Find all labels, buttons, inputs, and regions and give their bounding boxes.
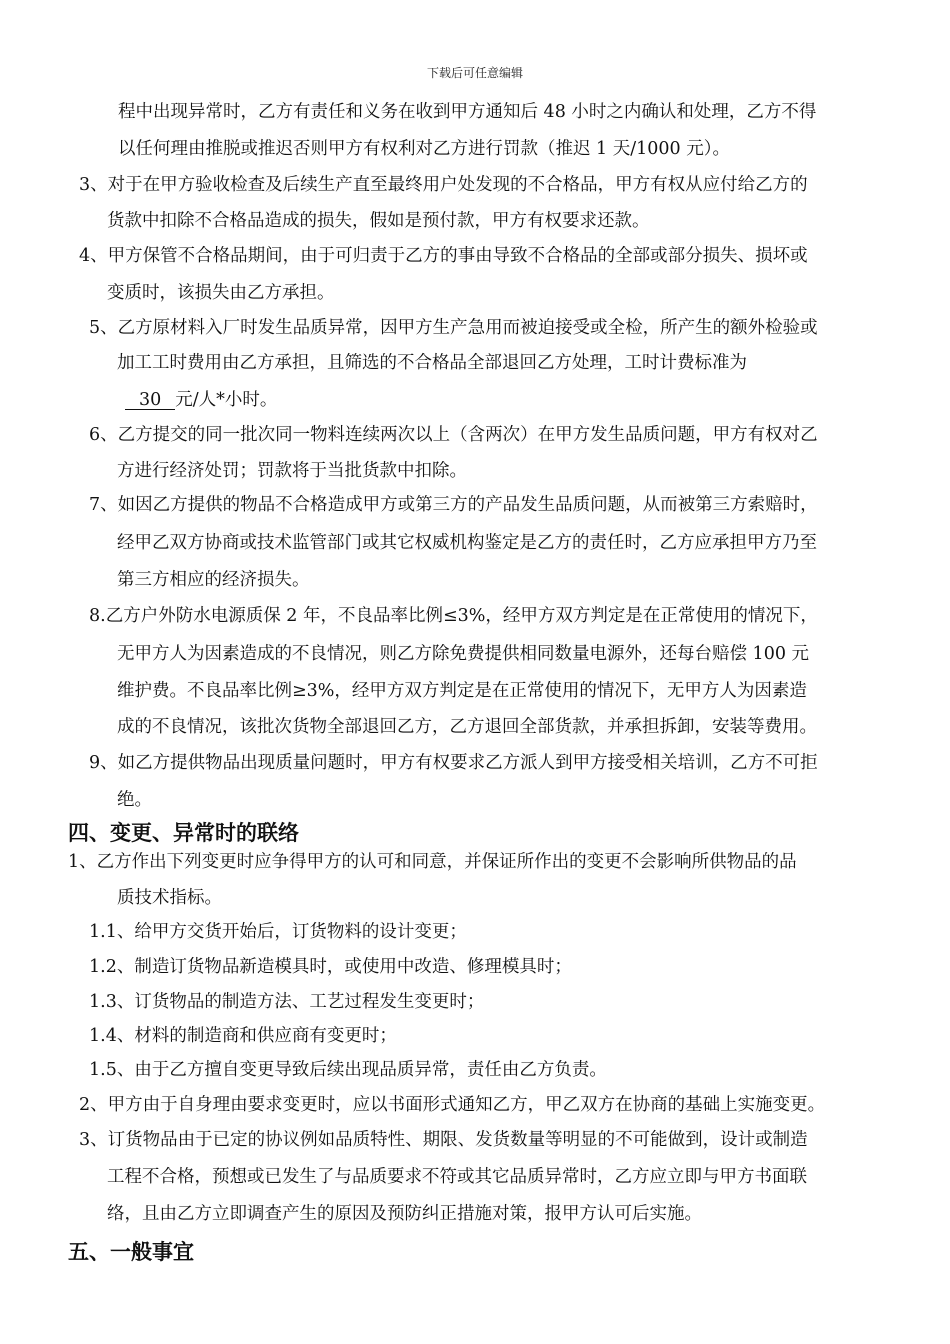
list-item-3: 3、对于在甲方验收检查及后续生产直至最终用户处发现的不合格品，甲方有权从应付给乙方的 bbox=[79, 175, 808, 195]
rate-unit: 元/人*小时。 bbox=[175, 390, 278, 410]
list-item-3-cont: 络，且由乙方立即调查产生的原因及预防纠正措施对策，报甲方认可后实施。 bbox=[107, 1204, 702, 1224]
list-item-8-cont: 无甲方人为因素造成的不良情况，则乙方除免费提供相同数量电源外，还每台赔偿 100 元 bbox=[117, 644, 810, 664]
list-item-5-cont: 加工工时费用由乙方承担，且筛选的不合格品全部退回乙方处理，工时计费标准为 bbox=[117, 353, 747, 373]
sub-item-1-4: 1.4、材料的制造商和供应商有变更时； bbox=[89, 1026, 397, 1046]
section-heading-5: 五、一般事宜 bbox=[68, 1239, 194, 1264]
list-item-8-cont: 成的不良情况，该批次货物全部退回乙方，乙方退回全部货款，并承担拆卸，安装等费用。 bbox=[117, 717, 817, 737]
list-item-6-cont: 方进行经济处罚；罚款将于当批货款中扣除。 bbox=[117, 461, 467, 481]
list-item-8: 8.乙方户外防水电源质保 2 年，不良品率比例≤3%，经甲方双方判定是在正常使用的情况下， bbox=[89, 606, 818, 626]
list-item-7-cont: 第三方相应的经济损失。 bbox=[117, 570, 310, 590]
list-item-3-cont: 货款中扣除不合格品造成的损失，假如是预付款，甲方有权要求还款。 bbox=[107, 211, 650, 231]
list-item-9: 9、如乙方提供物品出现质量问题时，甲方有权要求乙方派人到甲方接受相关培训，乙方不可拒 bbox=[89, 753, 818, 773]
list-item-4: 4、甲方保管不合格品期间，由于可归责于乙方的事由导致不合格品的全部或部分损失、损坏或 bbox=[79, 246, 808, 266]
list-item-1-cont: 质技术指标。 bbox=[117, 888, 222, 908]
para-line: 以任何理由推脱或推迟否则甲方有权利对乙方进行罚款（推迟 1 天/1000 元）。 bbox=[118, 139, 731, 159]
list-item-5: 5、乙方原材料入厂时发生品质异常，因甲方生产急用而被迫接受或全检，所产生的额外检验或 bbox=[89, 318, 818, 338]
list-item-4-cont: 变质时，该损失由乙方承担。 bbox=[107, 283, 335, 303]
rate-blank: 30 bbox=[125, 391, 175, 410]
list-item-9-cont: 绝。 bbox=[117, 790, 152, 810]
sub-item-1-5: 1.5、由于乙方擅自变更导致后续出现品质异常，责任由乙方负责。 bbox=[89, 1060, 607, 1080]
list-item-3-cont: 工程不合格，预想或已发生了与品质要求不符或其它品质异常时，乙方应立即与甲方书面联 bbox=[107, 1167, 807, 1187]
list-item-3: 3、订货物品由于已定的协议例如品质特性、期限、发货数量等明显的不可能做到，设计或制造 bbox=[79, 1130, 808, 1150]
page-header-note: 下载后可任意编辑 bbox=[426, 66, 523, 80]
list-item-6: 6、乙方提交的同一批次同一物料连续两次以上（含两次）在甲方发生品质问题，甲方有权对乙 bbox=[89, 425, 818, 445]
sub-item-1-2: 1.2、制造订货物品新造模具时，或使用中改造、修理模具时； bbox=[89, 957, 572, 977]
para-line: 程中出现异常时，乙方有责任和义务在收到甲方通知后 48 小时之内确认和处理，乙方不得 bbox=[118, 102, 817, 122]
list-item-2: 2、甲方由于自身理由要求变更时，应以书面形式通知乙方，甲乙双方在协商的基础上实施变更。 bbox=[79, 1095, 826, 1115]
list-item-1: 1、乙方作出下列变更时应争得甲方的认可和同意，并保证所作出的变更不会影响所供物品的品 bbox=[68, 852, 797, 872]
sub-item-1-1: 1.1、给甲方交货开始后，订货物料的设计变更； bbox=[89, 922, 467, 942]
sub-item-1-3: 1.3、订货物品的制造方法、工艺过程发生变更时； bbox=[89, 992, 485, 1012]
section-heading-4: 四、变更、异常时的联络 bbox=[68, 820, 299, 845]
list-item-7: 7、如因乙方提供的物品不合格造成甲方或第三方的产品发生品质问题，从而被第三方索赔时， bbox=[89, 495, 818, 515]
list-item-8-cont: 维护费。不良品率比例≥3%，经甲方双方判定是在正常使用的情况下，无甲方人为因素造 bbox=[117, 681, 807, 701]
list-item-5-rate bbox=[125, 389, 277, 411]
list-item-7-cont: 经甲乙双方协商或技术监管部门或其它权威机构鉴定是乙方的责任时，乙方应承担甲方乃至 bbox=[117, 533, 817, 553]
